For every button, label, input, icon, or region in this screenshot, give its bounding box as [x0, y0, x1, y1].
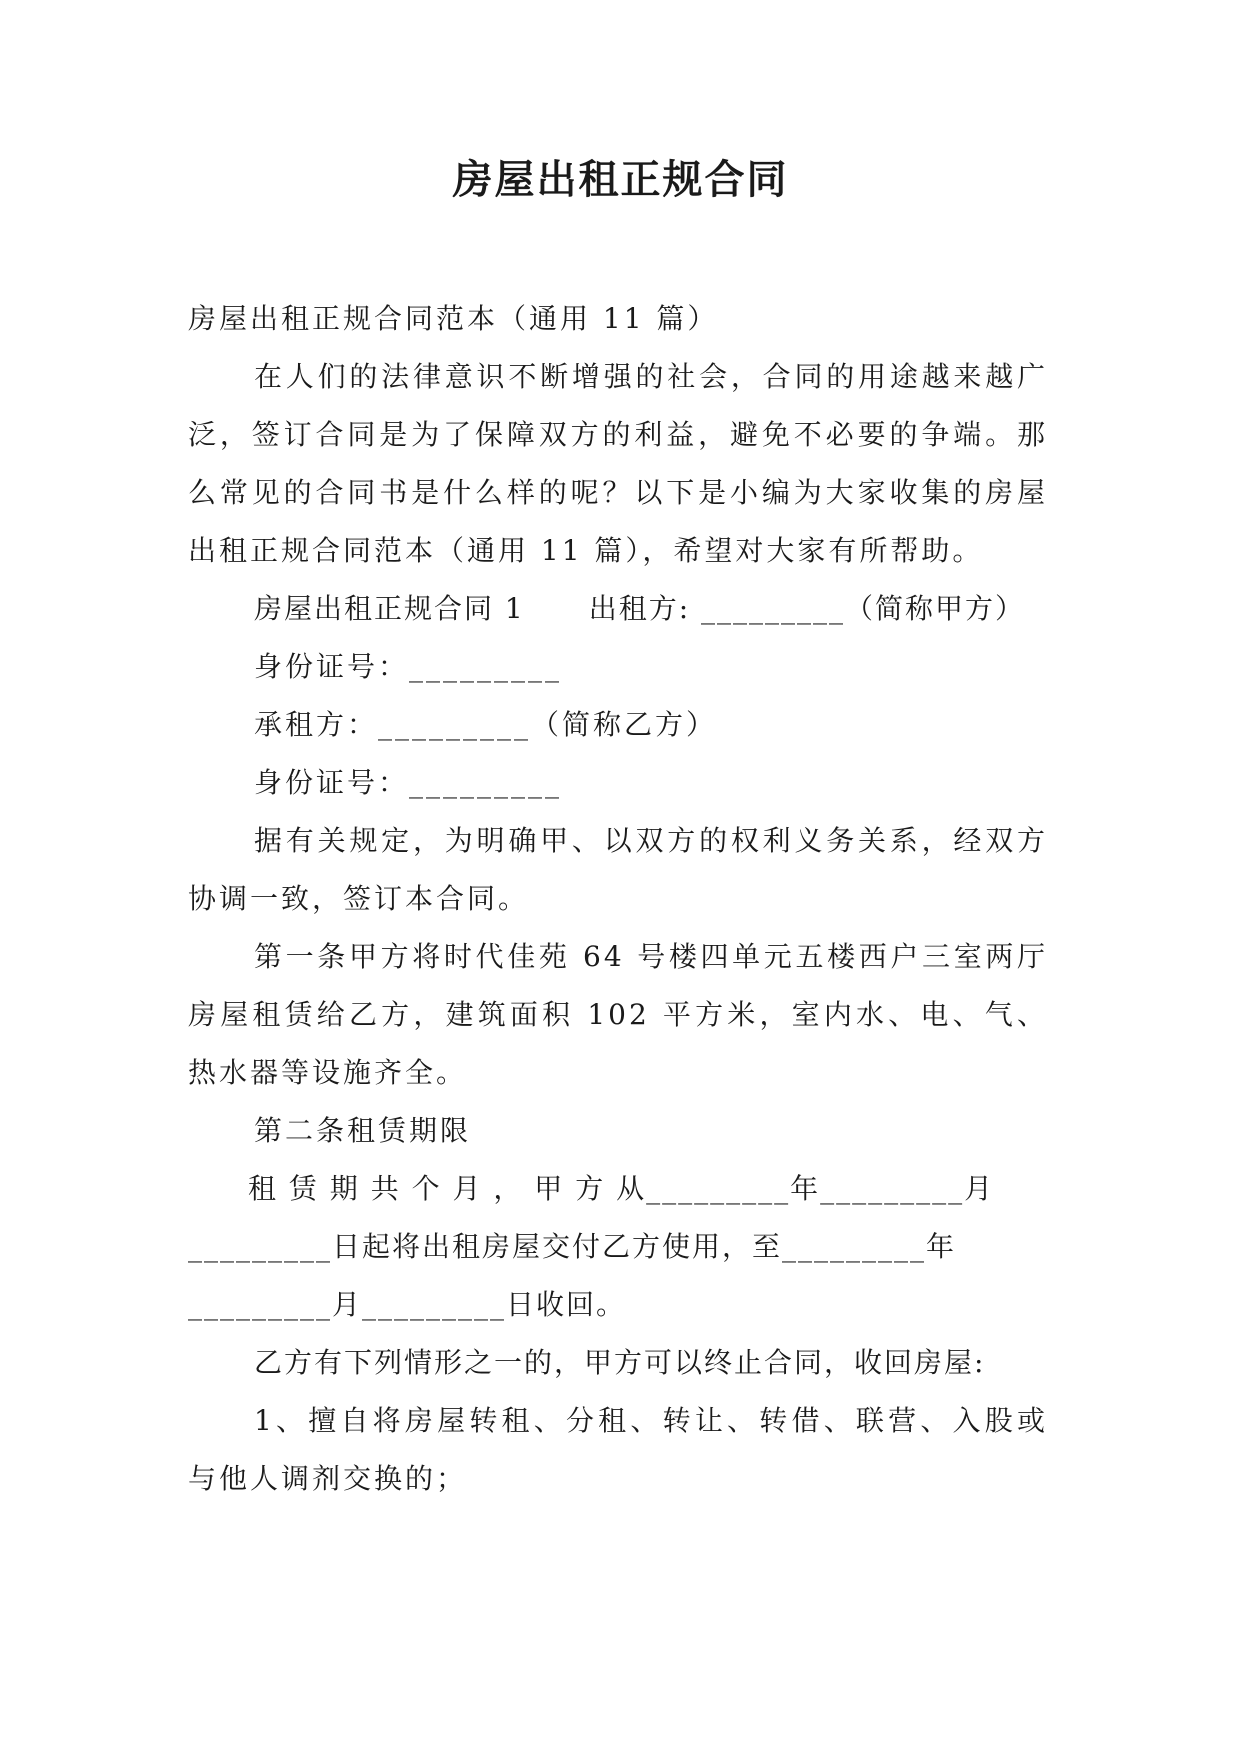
lessee-line: 承租方：_________（简称乙方）: [254, 708, 718, 741]
lessee-id-line: 身份证号：_________: [254, 766, 563, 799]
contract-heading: 房屋出租正规合同 1: [254, 592, 525, 625]
article-2-title: 第二条租赁期限: [254, 1114, 472, 1147]
document-body: [188, 290, 1048, 1508]
agreement-basis-paragraph: 据有关规定，为明确甲、以双方的权利义务关系，经双方协调一致，签订本合同。: [188, 824, 1048, 915]
article-1-paragraph: 第一条甲方将时代佳苑 64 号楼四单元五楼西户三室两厅房屋租赁给乙方，建筑面积 102 平方米，室内水、电、气、热水器等设施齐全。: [188, 940, 1048, 1089]
intro-paragraph: 在人们的法律意识不断增强的社会，合同的用途越来越广泛，签订合同是为了保障双方的利益，避免不必要的争端。那么常见的合同书是什么样的呢？以下是小编为大家收集的房屋出租正规合同范本（通用 11 篇），希望对大家有所帮助。: [188, 360, 1048, 567]
document-subtitle: 房屋出租正规合同范本（通用 11 篇）: [188, 302, 719, 335]
lessor-id-line: 身份证号：_________: [254, 650, 563, 683]
contract-heading-line: [188, 580, 1048, 638]
lease-term-line-2: _________日起将出租房屋交付乙方使用，至_________年: [188, 1230, 957, 1263]
lessor-line: 出租方: _________（简称甲方）: [588, 592, 1026, 625]
lease-term-block: [188, 1160, 1048, 1334]
termination-intro: 乙方有下列情形之一的，甲方可以终止合同，收回房屋:: [254, 1346, 986, 1379]
lease-term-line-3: _________月_________日收回。: [188, 1288, 627, 1321]
lease-term-line-1: 租 赁 期 共 个 月 ， 甲 方 从_________年_________月: [248, 1172, 995, 1205]
document-title: 房屋出租正规合同: [452, 156, 789, 203]
termination-item-1: 1、擅自将房屋转租、分租、转让、转借、联营、入股或与他人调剂交换的；: [188, 1404, 1048, 1495]
